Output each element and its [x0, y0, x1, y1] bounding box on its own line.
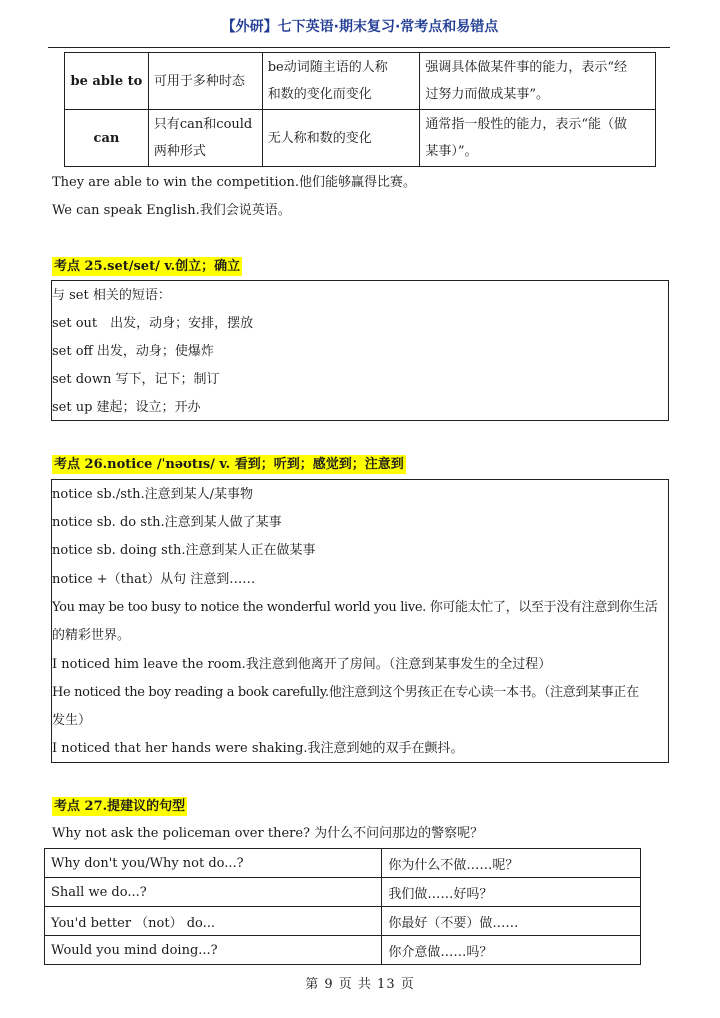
- point-27-heading-wrap: [52, 797, 187, 817]
- pattern-cell: Why don't you/Why not do...?: [45, 849, 382, 878]
- tense-cell: 可用于多种时态: [148, 53, 262, 110]
- usage-line: notice sb. do sth.注意到某人做了某事: [52, 515, 282, 530]
- table-row: [45, 936, 641, 965]
- usage-line: 的精彩世界。: [52, 628, 131, 643]
- table-row: [45, 907, 641, 936]
- page-number: 第 9 页 共 13 页: [305, 977, 415, 992]
- usage-line: You may be too busy to notice the wonderful world you live. 你可能太忙了，以至于没有注意到你生活: [52, 600, 658, 615]
- usage-line: notice sb. doing sth.注意到某人正在做某事: [52, 543, 316, 558]
- example-sentence: They are able to win the competition.他们能够赢得比赛。: [52, 175, 417, 190]
- point-25-heading-wrap: [52, 257, 242, 277]
- example-sentence: We can speak English.我们会说英语。: [52, 203, 291, 218]
- pattern-cell: Would you mind doing...?: [45, 936, 382, 965]
- phrase-line: set down 写下，记下；制订: [52, 372, 220, 387]
- usage-line: 发生）: [52, 713, 92, 728]
- point-25-heading: 考点 25.set/set/ v.创立；确立: [54, 259, 241, 274]
- pattern-cell: Shall we do...?: [45, 878, 382, 907]
- usage-line: He noticed the boy reading a book carefully.他注意到这个男孩正在专心读一本书。（注意到某事正在: [52, 685, 639, 700]
- meaning-cell: 你为什么不做……呢？: [382, 849, 641, 878]
- point-27-example: Why not ask the policeman over there? 为什么不问问那边的警察呢？: [52, 826, 484, 841]
- meaning-cell: 你最好（不要）做……: [382, 907, 641, 936]
- table-row: [45, 849, 641, 878]
- point-26-box: [51, 479, 669, 763]
- point-27-heading: 考点 27.提建议的句型: [54, 799, 186, 814]
- phrase-line: set off 出发，动身；使爆炸: [52, 344, 214, 359]
- compare-table: [64, 52, 656, 167]
- point-26-heading: 考点 26.notice /ˈnəʊtɪs/ v. 看到；听到；感觉到；注意到: [54, 457, 404, 472]
- pattern-cell: You'd better （not） do...: [45, 907, 382, 936]
- phrase-line: 与 set 相关的短语：: [52, 288, 171, 303]
- document-header: 【外研】七下英语·期末复习·常考点和易错点: [221, 19, 499, 35]
- meaning-cell: 我们做……好吗？: [382, 878, 641, 907]
- table-row: [45, 878, 641, 907]
- form-cell: be动词随主语的人称 和数的变化而变化: [262, 53, 420, 110]
- header-divider: [48, 47, 670, 48]
- usage-line: notice sb./sth.注意到某人/某事物: [52, 487, 253, 502]
- point-25-box: [51, 280, 669, 421]
- term-cell: be able to: [65, 53, 149, 110]
- phrase-line: set out 出发，动身；安排，摆放: [52, 316, 254, 331]
- table-row: [65, 53, 656, 110]
- table-row: [65, 110, 656, 167]
- phrase-line: set up 建起；设立；开办: [52, 400, 201, 415]
- term-cell: can: [65, 110, 149, 167]
- meaning-cell: 通常指一般性的能力，表示“能（做 某事）”。: [420, 110, 656, 167]
- tense-cell: 只有can和could 两种形式: [148, 110, 262, 167]
- usage-line: notice +（that）从句 注意到……: [52, 572, 256, 587]
- form-cell: 无人称和数的变化: [262, 110, 420, 167]
- suggestion-table: [44, 848, 641, 965]
- usage-line: I noticed that her hands were shaking.我注意到她的双手在颤抖。: [52, 741, 464, 756]
- usage-line: I noticed him leave the room.我注意到他离开了房间。（注意到某事发生的全过程）: [52, 657, 552, 672]
- point-26-heading-wrap: [52, 455, 406, 475]
- meaning-cell: 你介意做……吗？: [382, 936, 641, 965]
- meaning-cell: 强调具体做某件事的能力，表示“经 过努力而做成某事”。: [420, 53, 656, 110]
